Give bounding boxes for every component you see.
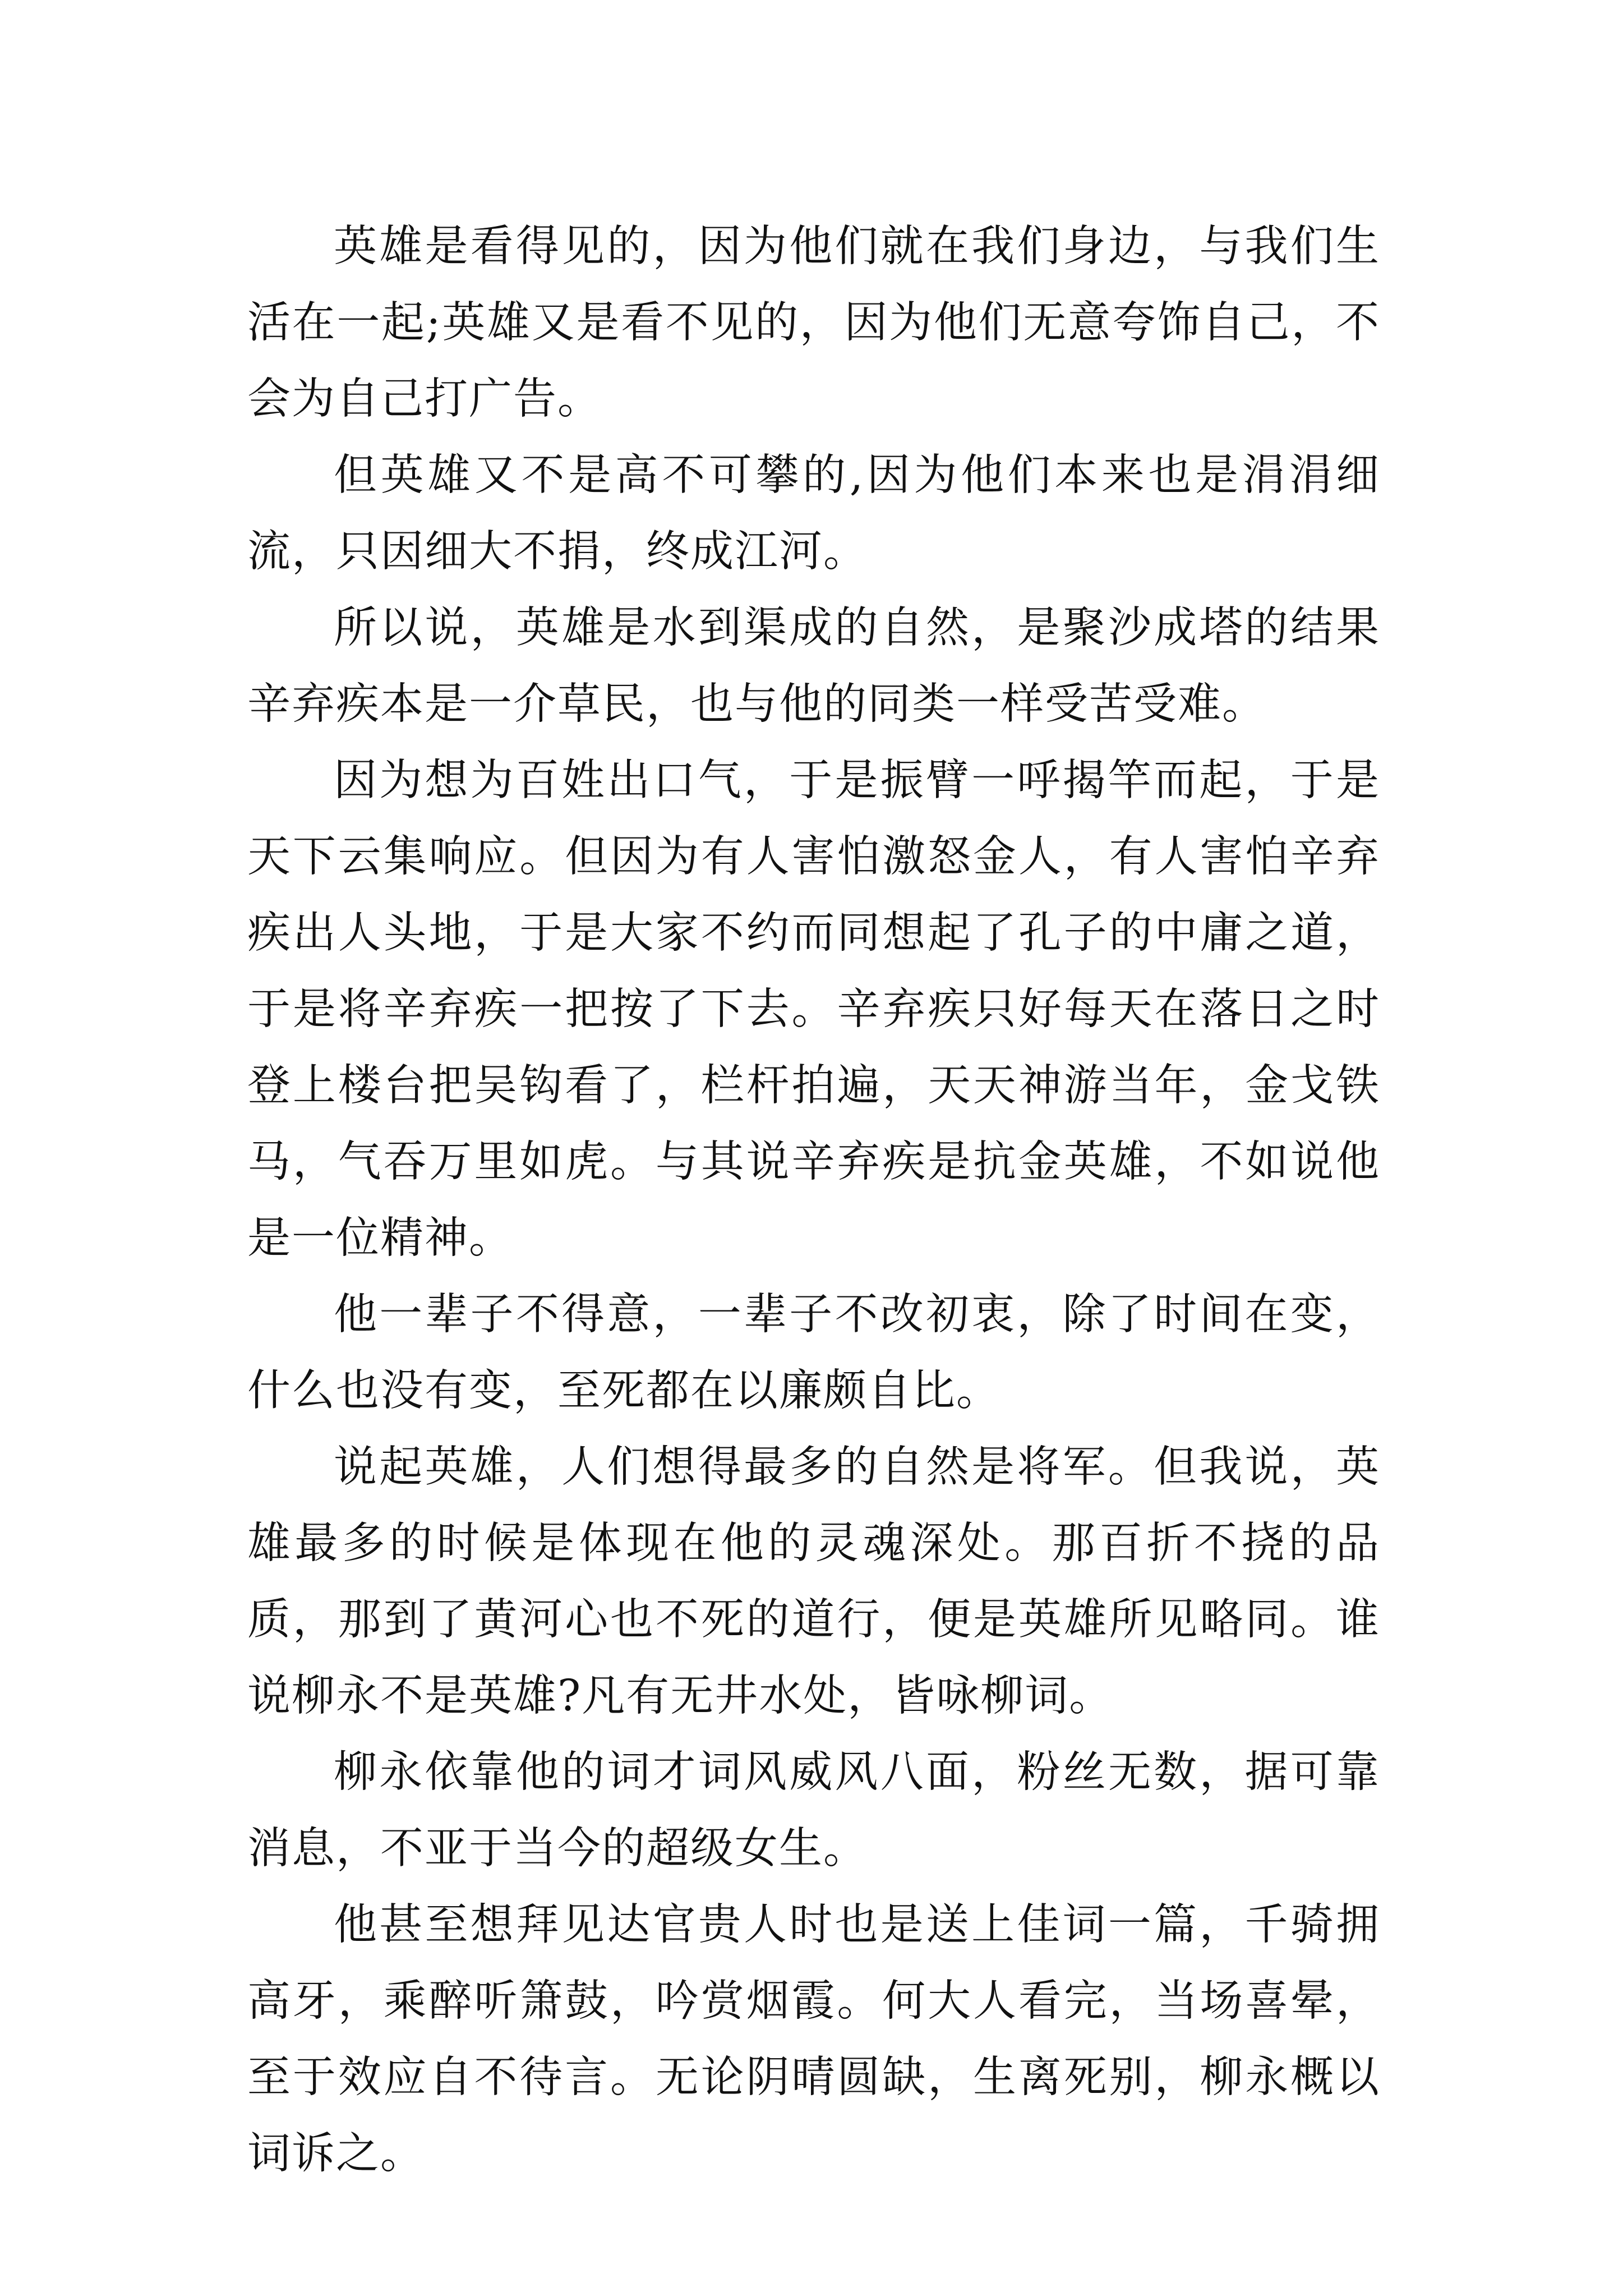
paragraph-2: 但英雄又不是高不可攀的,因为他们本来也是涓涓细流，只因细大不捐，终成江河。 <box>247 450 1380 577</box>
paragraph-4: 因为想为百姓出口气，于是振臂一呼揭竿而起，于是天下云集响应。但因为有人害怕激怒金人，有人害怕辛弃疾出人头地，于是大家不约而同想起了孔子的中庸之道，于是将辛弃疾一把按了下去。辛弃疾只好每天在落日之时登上楼台把吴钩看了，栏杆拍遍，天天神游当年，金戈铁马，气吞万里如虎。与其说辛弃疾是抗金英雄，不如说他是一位精神。 <box>247 756 1380 1263</box>
paragraph-3: 所以说，英雄是水到渠成的自然，是聚沙成塔的结果辛弃疾本是一介草民，也与他的同类一样受苦受难。 <box>247 603 1380 729</box>
paragraph-1: 英雄是看得见的，因为他们就在我们身边，与我们生活在一起;英雄又是看不见的，因为他们无意夸饰自己，不会为自己打广告。 <box>247 222 1380 424</box>
document-body <box>247 209 1380 2192</box>
paragraph-8: 他甚至想拜见达官贵人时也是送上佳词一篇，千骑拥高牙，乘醉听箫鼓，吟赏烟霞。何大人看完，当场喜晕，至于效应自不待言。无论阴晴圆缺，生离死别，柳永概以词诉之。 <box>247 1900 1380 2179</box>
paragraph-6: 说起英雄，人们想得最多的自然是将军。但我说，英雄最多的时候是体现在他的灵魂深处。那百折不挠的品质，那到了黄河心也不死的道行，便是英雄所见略同。谁说柳永不是英雄?凡有无井水处，皆咏柳词。 <box>247 1442 1380 1721</box>
paragraph-7: 柳永依靠他的词才词风威风八面，粉丝无数，据可靠消息，不亚于当今的超级女生。 <box>247 1747 1380 1874</box>
paragraph-5: 他一辈子不得意，一辈子不改初衷，除了时间在变，什么也没有变，至死都在以廉颇自比。 <box>247 1290 1380 1416</box>
